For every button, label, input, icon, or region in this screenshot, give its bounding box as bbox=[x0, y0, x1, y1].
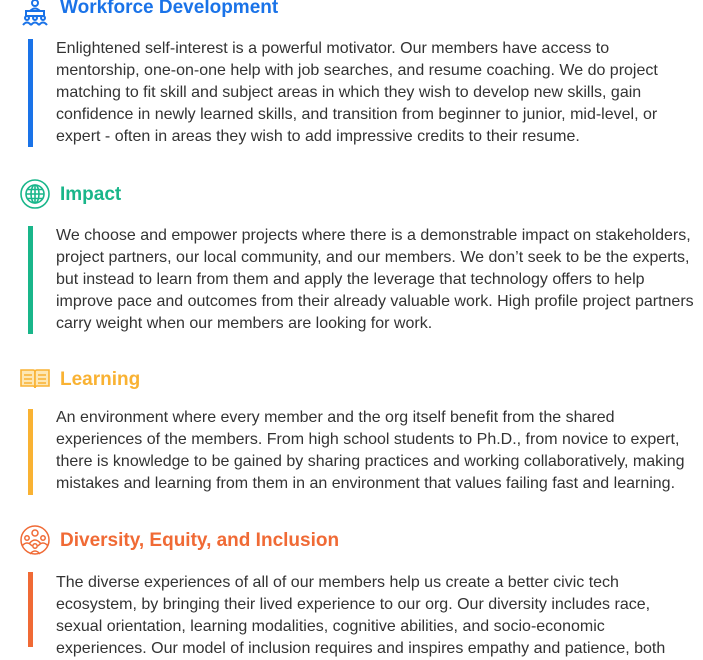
open-book-icon bbox=[19, 362, 51, 394]
section-heading-learning bbox=[0, 362, 703, 398]
section-accent-bar bbox=[28, 409, 33, 495]
section-heading-dei bbox=[0, 524, 703, 560]
section-body: Enlightened self-interest is a powerful motivator. Our members have access to mentorship, one-on-one help with job searches, and resume coaching. We do project matching to fit skill and subject areas in which they wish to develop new skills, gain confidence in newly learned skills, and transition from beginner to junior, mid-level, or expert - often in areas they wish to add impressive credits to their resume. bbox=[56, 40, 658, 145]
team-training-icon bbox=[19, 0, 51, 26]
section-heading-workforce bbox=[0, 0, 703, 28]
section-title: Workforce Development bbox=[60, 0, 279, 18]
section-accent-bar bbox=[28, 39, 33, 147]
section-heading-impact bbox=[0, 178, 703, 214]
section-title: Impact bbox=[60, 184, 122, 205]
section-body: An environment where every member and the org itself benefit from the shared experiences of the members. From high school students to Ph.D., from novice to expert, there is knowledge to be gained by sharing practices and working collaboratively, making mistakes and learning from them in an environment that values failing fast and learning. bbox=[56, 409, 685, 492]
section-body: The diverse experiences of all of our members help us create a better civic tech ecosystem, by bringing their lived experience to our org. Our diversity includes race, sexual orientation, learning modalities, cognitive abilities, and socio-economic experiences. Our model of inclusion requires and inspires empathy and patience, both bbox=[56, 574, 666, 657]
section-accent-bar bbox=[28, 226, 33, 334]
section-title: Diversity, Equity, and Inclusion bbox=[60, 530, 340, 551]
globe-icon bbox=[19, 178, 51, 210]
section-accent-bar bbox=[28, 572, 33, 647]
section-body: We choose and empower projects where there is a demonstrable impact on stakeholders, project partners, our local community, and our members. We don’t seek to be the experts, but instead to learn from them and apply the leverage that technology offers to help improve pace and outcomes from their already valuable work. High profile project partners carry weight when our members are looking for work. bbox=[56, 227, 694, 332]
diverse-people-globe-icon bbox=[19, 524, 51, 556]
section-title: Learning bbox=[60, 369, 141, 390]
